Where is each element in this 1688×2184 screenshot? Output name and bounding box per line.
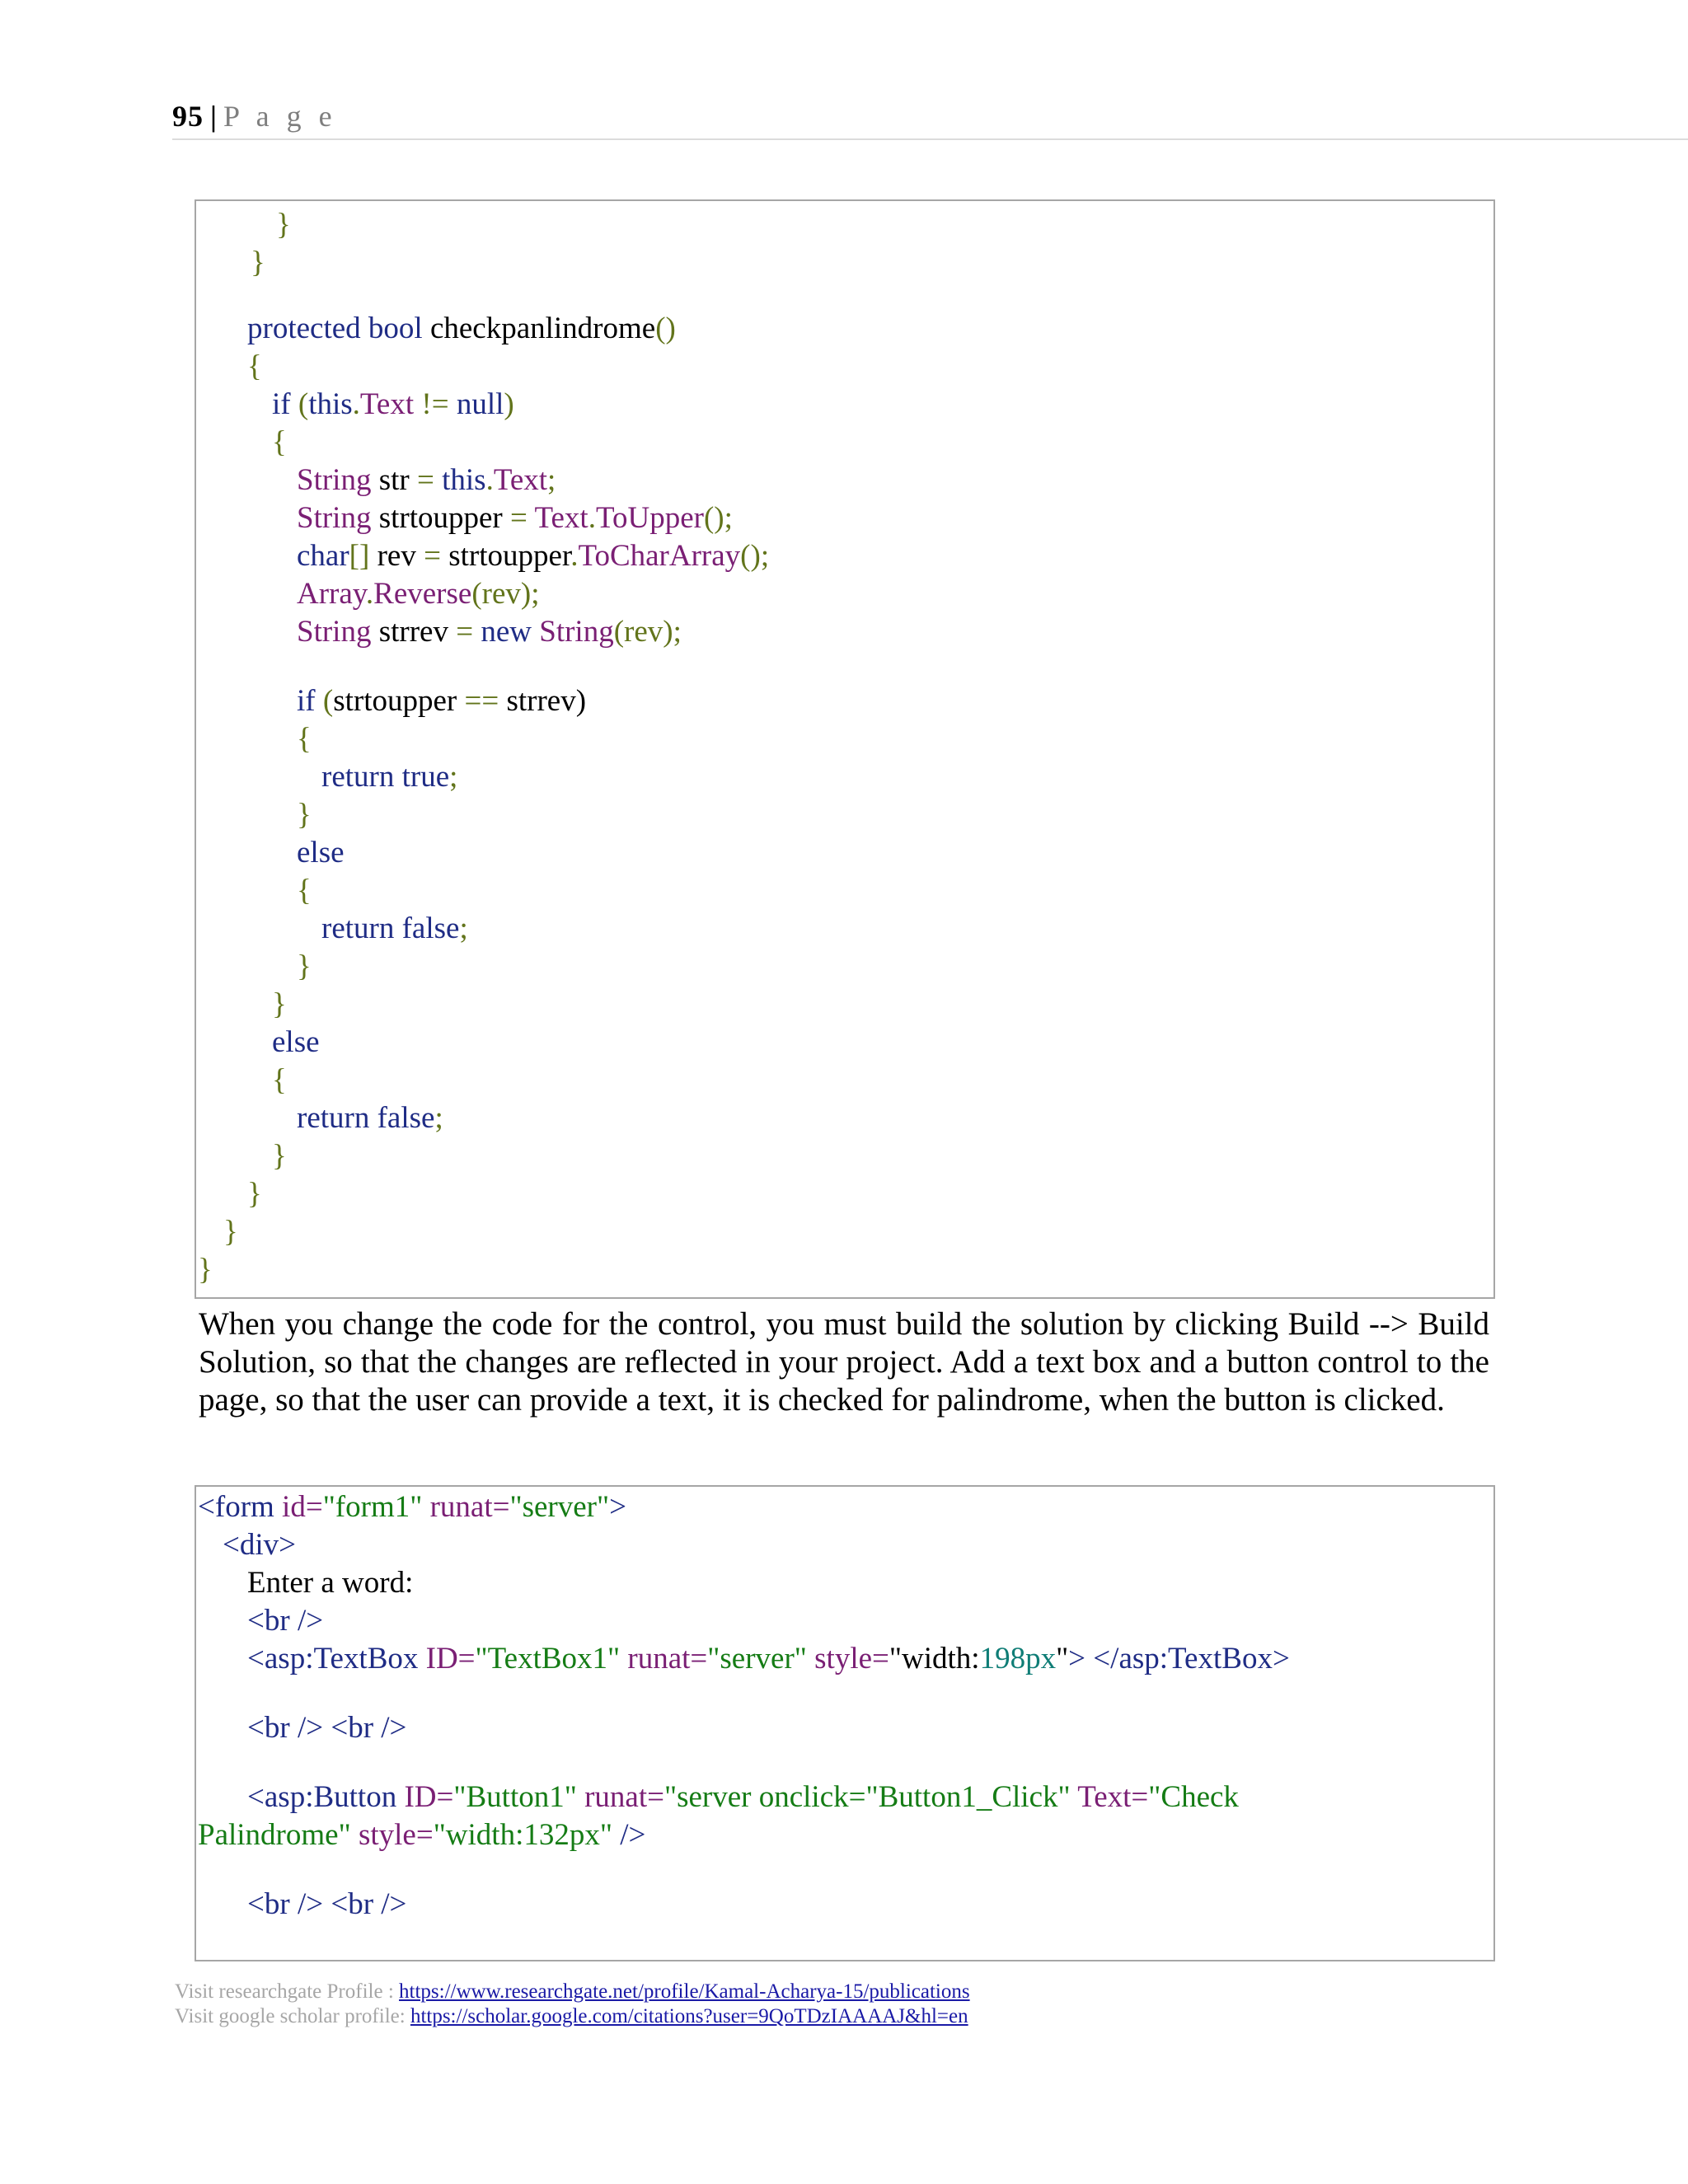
code-line: Array.Reverse(rev);	[297, 577, 540, 611]
code-line: String strrev = new String(rev);	[297, 615, 682, 649]
code-line: }	[251, 246, 265, 279]
code-line: }	[198, 1253, 213, 1286]
code-line: String strtoupper = Text.ToUpper();	[297, 501, 733, 535]
page-header	[172, 99, 1688, 140]
code-line: Enter a word:	[247, 1566, 414, 1600]
footer-line-researchgate	[175, 1980, 970, 2004]
code-line: if (this.Text != null)	[272, 387, 514, 421]
code-block-csharp	[195, 199, 1495, 1299]
header-separator: |	[210, 100, 217, 133]
code-line: return true;	[321, 760, 458, 794]
code-line: }	[276, 208, 291, 241]
code-block-aspx	[195, 1485, 1495, 1961]
footer-line-scholar	[175, 2004, 970, 2029]
code-line: }	[272, 1139, 287, 1173]
code-line: return false;	[297, 1101, 443, 1135]
footer	[175, 1980, 970, 2029]
code-line: {	[272, 1063, 287, 1097]
code-line: {	[272, 425, 287, 459]
code-line: <br /> <br />	[247, 1887, 407, 1921]
code-line: }	[297, 949, 312, 983]
code-line: }	[297, 798, 312, 832]
google-scholar-link[interactable]: https://scholar.google.com/citations?user=9QoTDzIAAAAJ&hl=en	[410, 2005, 968, 2027]
body-paragraph: When you change the code for the control, you must build the solution by clicking Build --> Build Solution, so that the changes are reflected in your project. Add a text box and a button control to the page, so that the user can provide a text, it is checked for palindrome, when the button is clicked.	[199, 1306, 1489, 1418]
code-line: String str = this.Text;	[297, 463, 556, 497]
code-line: <br />	[247, 1604, 324, 1638]
code-line: {	[247, 349, 262, 383]
code-line: <div>	[223, 1528, 297, 1562]
code-line: Palindrome" style="width:132px" />	[198, 1818, 646, 1852]
footer-label: Visit researchgate Profile :	[175, 1980, 400, 2003]
code-line: else	[297, 836, 345, 869]
code-line: <br /> <br />	[247, 1711, 407, 1745]
code-line: else	[272, 1025, 320, 1059]
code-line: <asp:TextBox ID="TextBox1" runat="server" style="width:198px"> </asp:TextBox>	[247, 1642, 1290, 1675]
code-line: protected bool checkpanlindrome()	[247, 312, 676, 345]
page-label: P a g e	[223, 100, 337, 133]
code-line: {	[297, 722, 312, 756]
footer-label: Visit google scholar profile:	[175, 2005, 410, 2027]
code-line: <asp:Button ID="Button1" runat="server onclick="Button1_Click" Text="Check	[247, 1780, 1239, 1814]
code-line: }	[223, 1215, 238, 1249]
code-line: }	[247, 1177, 262, 1211]
code-line: <form id="form1" runat="server">	[198, 1490, 626, 1524]
code-line: {	[297, 874, 312, 907]
page-number: 95	[172, 100, 204, 133]
researchgate-link[interactable]: https://www.researchgate.net/profile/Kamal-Acharya-15/publications	[399, 1980, 970, 2003]
code-line: if (strtoupper == strrev)	[297, 684, 587, 718]
code-line: return false;	[321, 912, 468, 945]
code-line: char[] rev = strtoupper.ToCharArray();	[297, 539, 770, 573]
code-line: }	[272, 987, 287, 1021]
